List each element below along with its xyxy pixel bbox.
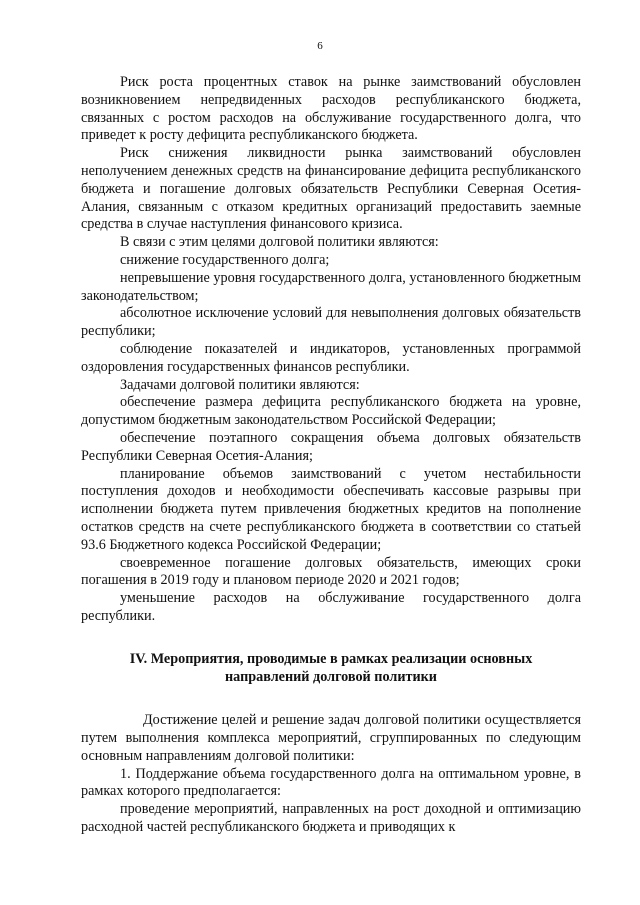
list-item: абсолютное исключение условий для невыполнения долговых обязательств республики; <box>81 305 581 340</box>
page-number: 6 <box>317 40 323 52</box>
document-body <box>81 74 581 837</box>
list-item: обеспечение поэтапного сокращения объема долговых обязательств Республики Северная Осетия-Алания; <box>81 429 581 464</box>
list-item: планирование объемов заимствований с учетом нестабильности поступления доходов и необходимости обеспечивать кассовые разрывы при исполнении бюджета путем привлечения бюджетных кредитов на пополнение остатков средств на счете республиканского бюджета в соответствии со статьей 93.6 Бюджетного кодекса Российской Федерации; <box>81 465 581 553</box>
paragraph: Риск роста процентных ставок на рынке заимствований обусловлен возникновением непредвиденных расходов республиканского бюджета, связанных с ростом расходов на обслуживание государственного долга, что приведет к росту дефицита республиканского бюджета. <box>81 74 581 144</box>
paragraph: Риск снижения ликвидности рынка заимствований обусловлен неполучением денежных средств на финансирование дефицита республиканского бюджета и погашение долговых обязательств Республики Северная Осетия-Алания, связанным с отказом кредитных организаций предоставить заемные средства в случае наступления финансового кризиса. <box>81 145 581 233</box>
list-item: непревышение уровня государственного долга, установленного бюджетным законодательством; <box>81 269 581 304</box>
paragraph: В связи с этим целями долговой политики являются: <box>120 234 439 251</box>
section-heading: IV. Мероприятия, проводимые в рамках реализации основных направлений долговой политики <box>129 650 533 685</box>
paragraph: Задачами долговой политики являются: <box>120 376 360 393</box>
list-item: своевременное погашение долговых обязательств, имеющих сроки погашения в 2019 году и плановом периоде 2020 и 2021 годов; <box>81 554 581 589</box>
list-item: соблюдение показателей и индикаторов, установленных программой оздоровления государственных финансов республики. <box>81 340 581 375</box>
paragraph: 1. Поддержание объема государственного долга на оптимальном уровне, в рамках которого предполагается: <box>81 765 581 800</box>
list-item: уменьшение расходов на обслуживание государственного долга республики. <box>81 590 581 624</box>
paragraph: проведение мероприятий, направленных на рост доходной и оптимизацию расходной частей республиканского бюджета и приводящих к <box>81 801 581 836</box>
list-item: снижение государственного долга; <box>120 251 330 268</box>
list-item: обеспечение размера дефицита республиканского бюджета на уровне, допустимом бюджетным законодательством Российской Федерации; <box>81 394 581 429</box>
paragraph: Достижение целей и решение задач долговой политики осуществляется путем выполнения комплекса мероприятий, сгруппированных по следующим основным направлениям долговой политики: <box>81 712 581 764</box>
